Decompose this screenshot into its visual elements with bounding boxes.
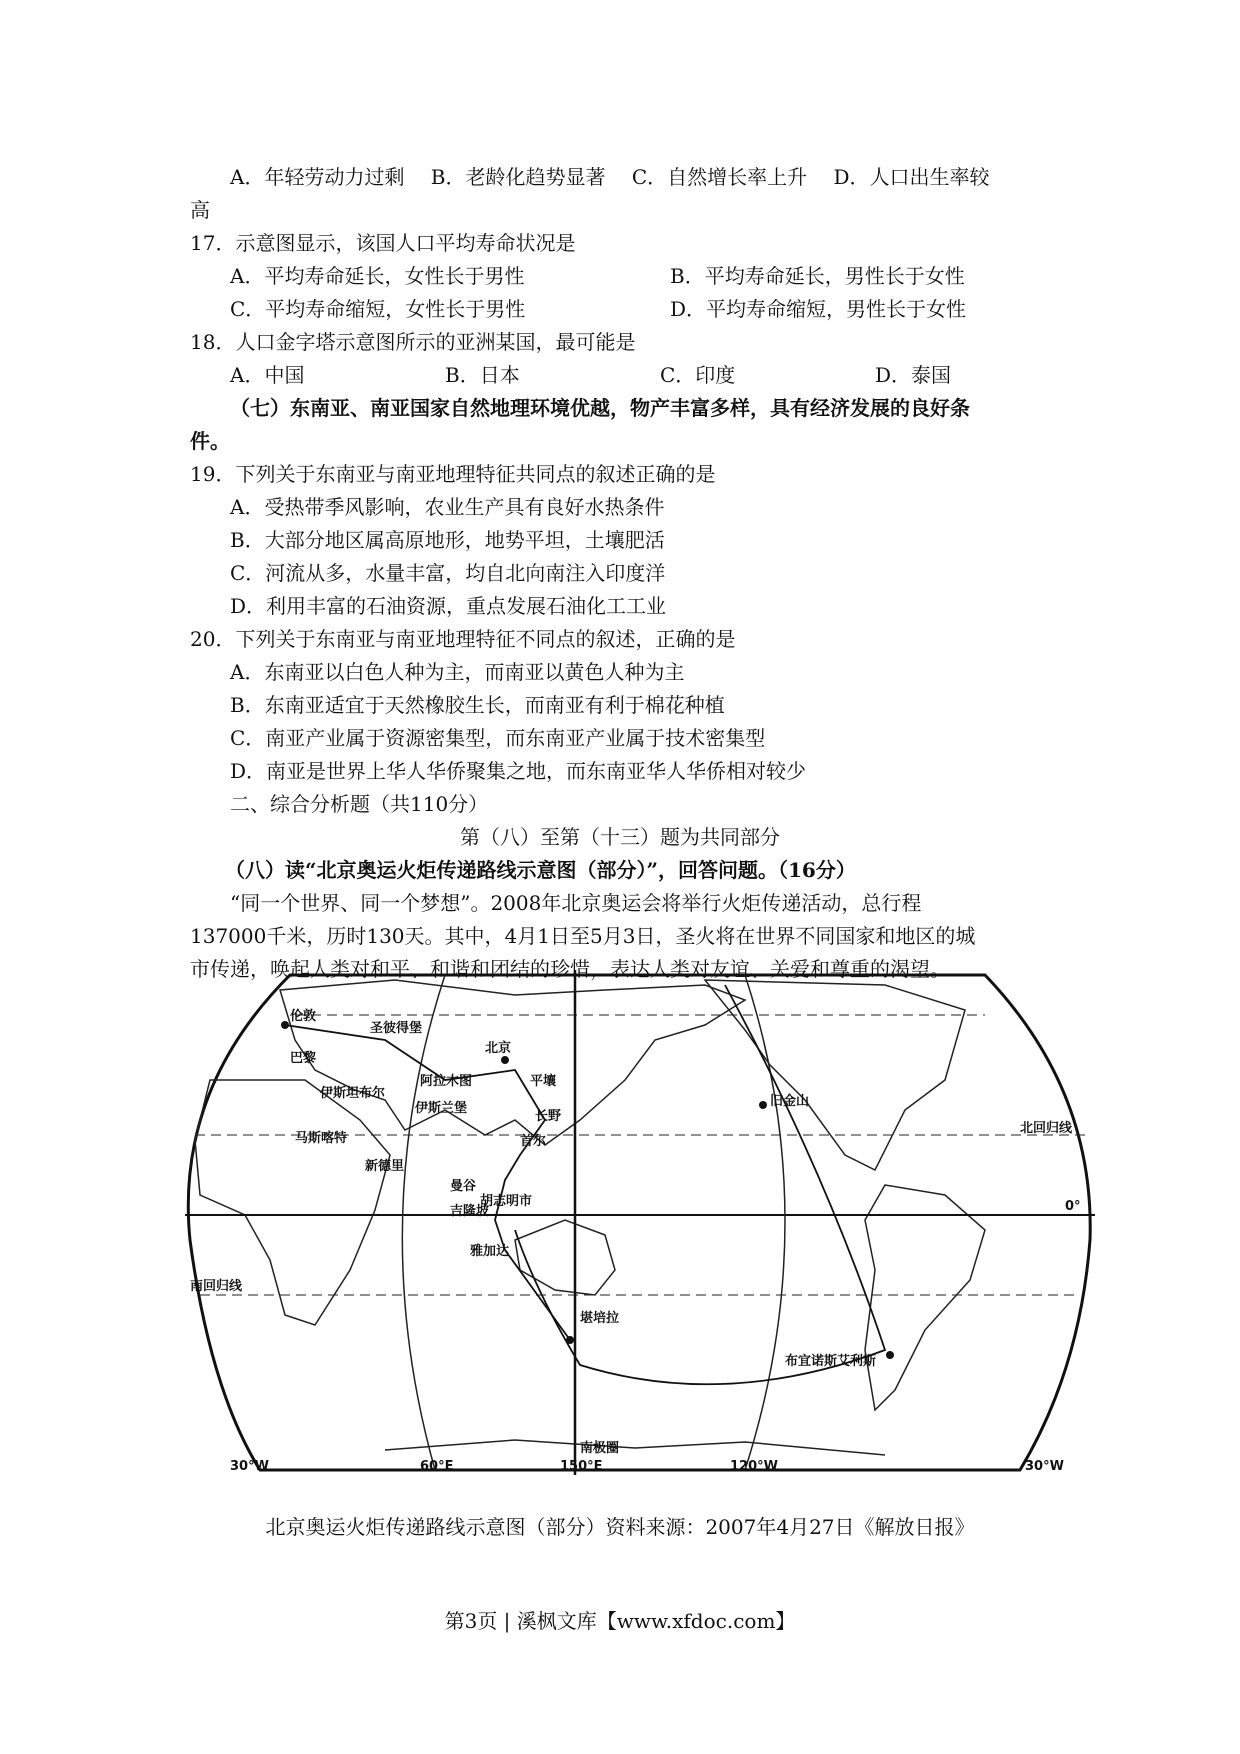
q18-option-a: A．中国 (230, 363, 305, 387)
torch-route-map (185, 970, 1095, 1475)
q17-option-b: B．平均寿命延长，男性长于女性 (670, 264, 965, 288)
meridian-60e (402, 975, 445, 1470)
q16-options-text: A．年轻劳动力过剩 B．老龄化趋势显著 C．自然增长率上升 D．人口出生率较 (230, 165, 990, 189)
label-islamabad: 伊斯兰堡 (415, 1101, 468, 1116)
label-kualalumpur: 吉隆坡 (450, 1204, 490, 1219)
q20-option-c: C．南亚产业属于资源密集型，而东南亚产业属于技术密集型 (230, 726, 766, 750)
common-section-note: 第（八）至第（十三）题为共同部分 (460, 825, 780, 849)
passage-line-2: 137000千米，历时130天。其中，4月1日至5月3日，圣火将在世界不同国家和地区的城 (190, 924, 976, 948)
q20-option-d: D．南亚是世界上华人华侨聚集之地，而东南亚华人华侨相对较少 (230, 759, 807, 783)
q18-option-d: D．泰国 (875, 363, 952, 387)
label-30w-left: 30°W (230, 1459, 269, 1474)
section-7-heading: （七）东南亚、南亚国家自然地理环境优越，物产丰富多样，具有经济发展的良好条 (230, 396, 970, 420)
q19-option-a: A．受热带季风影响，农业生产具有良好水热条件 (230, 495, 665, 519)
q18-options (230, 360, 1090, 390)
q17-option-a: A．平均寿命延长，女性长于男性 (230, 264, 525, 288)
q18-option-b: B．日本 (445, 363, 520, 387)
label-30w-right: 30°W (1025, 1459, 1064, 1474)
torch-route-asia (285, 1025, 570, 1340)
label-pyongyang: 平壤 (530, 1074, 557, 1089)
map-frame (188, 975, 1090, 1470)
section-8-heading: （八）读“北京奥运火炬传递路线示意图（部分）”，回答问题。（16分） (225, 858, 856, 882)
q19-option-d: D．利用丰富的石油资源，重点发展石油化工工业 (230, 594, 667, 618)
page-footer: 第3页 | 溪枫文库【www.xfdoc.com】 (444, 1609, 796, 1633)
label-equator-right: 0° (1065, 1199, 1081, 1214)
q19-stem: 19．下列关于东南亚与南亚地理特征共同点的叙述正确的是 (190, 462, 716, 486)
q17-option-d: D．平均寿命缩短，男性长于女性 (670, 297, 967, 321)
label-london: 伦敦 (290, 1009, 317, 1024)
antarctica-outline (385, 1440, 885, 1455)
label-south-tropic: 南回归线 (190, 1279, 243, 1294)
city-dot-buenosaires (886, 1351, 894, 1359)
torch-route-arc (515, 985, 885, 1384)
section-7-heading-wrap: 件。 (190, 429, 230, 453)
label-almaty: 阿拉木图 (420, 1074, 473, 1089)
label-120w: 120°W (730, 1459, 778, 1474)
label-150e: 150°E (560, 1459, 603, 1474)
label-south-pole-circle: 南极圈 (580, 1441, 620, 1456)
eurasia-outline (280, 980, 745, 1145)
label-istanbul: 伊斯坦布尔 (320, 1086, 386, 1101)
q19-option-b: B．大部分地区属高原地形，地势平坦，土壤肥活 (230, 528, 665, 552)
label-newdelhi: 新德里 (365, 1159, 405, 1174)
q17-options-row1 (230, 261, 1110, 291)
label-bangkok: 曼谷 (450, 1179, 477, 1194)
passage-line-1: “同一个世界、同一个梦想”。2008年北京奥运会将举行火炬传递活动，总行程 (230, 891, 922, 915)
label-buenosaires: 布宜诺斯艾利斯 (785, 1354, 877, 1369)
label-nagano: 长野 (535, 1109, 562, 1124)
label-canberra: 堪培拉 (580, 1311, 620, 1326)
label-stpetersburg: 圣彼得堡 (370, 1021, 423, 1036)
north-america-outline (705, 980, 965, 1170)
q20-option-a: A．东南亚以白色人种为主，而南亚以黄色人种为主 (230, 660, 685, 684)
city-dot-sanfrancisco (759, 1101, 767, 1109)
q17-option-c: C．平均寿命缩短，女性长于男性 (230, 297, 526, 321)
label-seoul: 首尔 (520, 1134, 547, 1149)
city-dot-canberra (566, 1336, 574, 1344)
label-60e: 60°E (420, 1459, 454, 1474)
q20-stem: 20．下列关于东南亚与南亚地理特征不同点的叙述，正确的是 (190, 627, 736, 651)
q18-option-c: C．印度 (660, 363, 736, 387)
part-2-heading: 二、综合分析题（共110分） (230, 792, 489, 816)
label-north-tropic: 北回归线 (1020, 1121, 1073, 1136)
q17-options-row2 (230, 294, 1110, 324)
label-beijing: 北京 (485, 1041, 512, 1056)
q16-wrap: 高 (190, 198, 210, 222)
q16-options (230, 162, 990, 192)
label-muscat: 马斯喀特 (295, 1131, 348, 1146)
label-jakarta: 雅加达 (470, 1244, 510, 1259)
passage-line-3: 市传递，唤起人类对和平、和谐和团结的珍惜，表达人类对友谊、关爱和尊重的渴望。 (190, 957, 950, 981)
south-america-outline (865, 1185, 985, 1410)
q19-option-c: C．河流从多，水量丰富，均自北向南注入印度洋 (230, 561, 666, 585)
q17-stem: 17．示意图显示，该国人口平均寿命状况是 (190, 231, 576, 255)
city-dot-beijing (501, 1056, 509, 1064)
map-caption: 北京奥运火炬传递路线示意图（部分）资料来源：2007年4月27日《解放日报》 (265, 1515, 975, 1539)
meridian-120w (745, 975, 785, 1470)
city-dot-london (281, 1021, 289, 1029)
label-hochiminh: 胡志明市 (480, 1194, 533, 1209)
label-paris: 巴黎 (290, 1051, 317, 1066)
q20-option-b: B．东南亚适宜于天然橡胶生长，而南亚有利于棉花种植 (230, 693, 725, 717)
q18-stem: 18．人口金字塔示意图所示的亚洲某国，最可能是 (190, 330, 636, 354)
label-sanfrancisco: 旧金山 (770, 1094, 810, 1109)
